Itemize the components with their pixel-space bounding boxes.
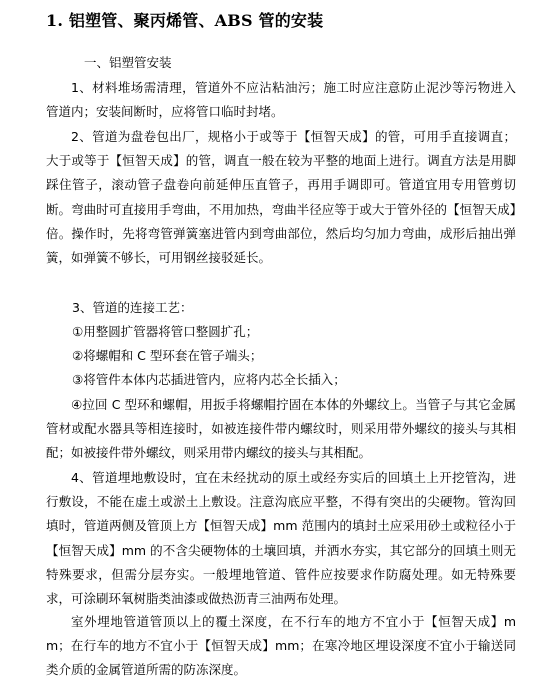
step-item: ①用整圆扩管器将管口整圆扩孔； <box>72 324 259 339</box>
subsection-heading: 一、铝塑管安装 <box>84 55 172 70</box>
paragraph-cover-depth: 室外埋地管道管顶以上的覆土深度，在不行车的地方不宜小于【恒智天成】mm；在行车的地方不宜小于【恒智天成】mm；在寒冷地区埋设深度不宜小于输送同类介质的金属管道所需的防冻深度。 <box>46 614 516 678</box>
step-item: ②将螺帽和 C 型环套在管子端头； <box>72 348 263 363</box>
paragraph-buried-laying: 4、管道埋地敷设时，宜在未经扰动的原土或经夯实后的回填土上开挖管沟，进行敷设，不能在虚土或淤土上敷设。注意沟底应平整，不得有突出的尖硬物。管沟回填时，管道两侧及管顶上方【恒智天成】mm 范围内的填封土应采用砂土或粒径小于【恒智天成】mm 的不含尖硬物体的土壤回填，并洒水夯实，其它部分的回填土则无特殊要求，但需分层夯实。一般埋地管道、管件应按要求作防腐处理。如无特殊要求，可涂刷环氧树脂类油漆或做热沥青三油两布处理。 <box>46 470 516 607</box>
paragraph-straightening: 2、管道为盘卷包出厂，规格小于或等于【恒智天成】的管，可用手直接调直；大于或等于【恒智天成】的管，调直一般在较为平整的地面上进行。调直方法是用脚踩住管子，滚动管子盘卷向前延伸压直管子，再用手调即可。管道宜用专用管剪切断。弯曲时可直接用手弯曲，不用加热，弯曲半径应等于或大于管外径的【恒智天成】倍。操作时，先将弯管弹簧塞进管内到弯曲部位，然后均匀加力弯曲，成形后抽出弹簧，如弹簧不够长，可用钢丝接驳延长。 <box>46 129 516 266</box>
step-item: ③将管件本体内芯插进管内，应将内芯全长插入； <box>72 372 346 387</box>
paragraph-connection-title: 3、管道的连接工艺： <box>72 300 193 315</box>
section-heading: 1. 铝塑管、聚丙烯管、ABS 管的安装 <box>46 11 324 30</box>
paragraph-materials: 1、材料堆场需清理，管道外不应沾粘油污；施工时应注意防止泥沙等污物进入管道内；安装间断时，应将管口临时封堵。 <box>46 80 516 120</box>
step-item: ④拉回 C 型环和螺帽，用扳手将螺帽拧固在本体的外螺纹上。当管子与其它金属管材或配水器具等相连接时，如被连接件带内螺纹时，则采用带外螺纹的接头与其相配；如被接件带外螺纹，则采用带内螺纹的接头与其相配。 <box>46 397 516 461</box>
